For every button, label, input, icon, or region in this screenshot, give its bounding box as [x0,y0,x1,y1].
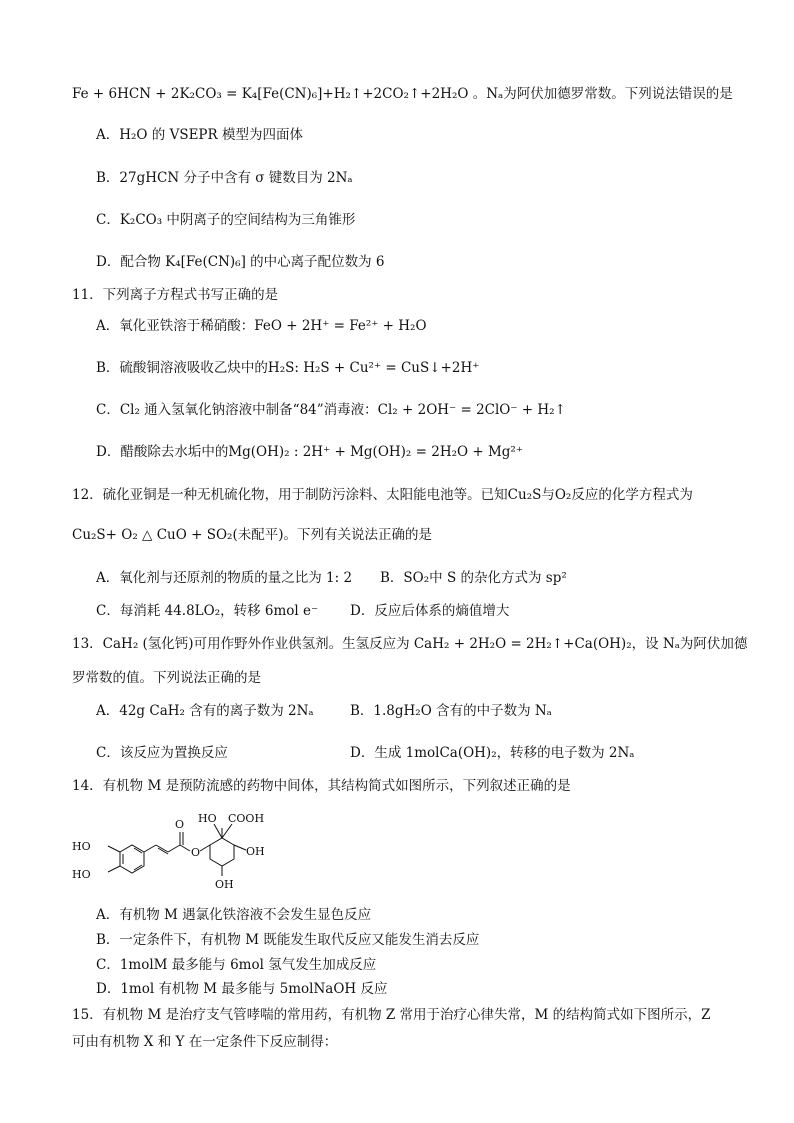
q13-stem-line2: 罗常数的值。下列说法正确的是 [72,670,261,686]
q12-option-d: D．反应后体系的熵值增大 [350,603,510,619]
label-ho-ring-1: HO [72,840,91,853]
q14-option-c: C．1molM 最多能与 6mol 氢气发生加成反应 [96,957,377,973]
q13-option-d: D．生成 1molCa(OH)₂，转移的电子数为 2Nₐ [350,745,635,761]
q14-option-a: A．有机物 M 遇氯化铁溶液不会发生显色反应 [96,907,372,923]
q13-option-b: B．1.8gH₂O 含有的中子数为 Nₐ [350,703,552,719]
q13-stem-line1: 13．CaH₂ (氢化钙)可用作野外作业供氢剂。生氢反应为 CaH₂ + 2H₂O = 2H₂↑+Ca(OH)₂，设 Nₐ为阿伏加德 [72,636,748,652]
label-oh-right: OH [246,845,265,858]
q14-stem: 14．有机物 M 是预防流感的药物中间体，其结构简式如图所示，下列叙述正确的是 [72,778,571,794]
q11-option-d: D．醋酸除去水垢中的Mg(OH)₂ : 2H⁺ + Mg(OH)₂ = 2H₂O + Mg²⁺ [96,444,523,460]
q10-option-a: A．H₂O 的 VSEPR 模型为四面体 [96,127,303,143]
q10-option-d: D．配合物 K₄[Fe(CN)₆] 的中心离子配位数为 6 [96,254,385,270]
q10-option-c: C．K₂CO₃ 中阴离子的空间结构为三角锥形 [96,212,356,228]
q12-option-c: C．每消耗 44.8LO₂，转移 6mol e⁻ [96,603,319,619]
q13-option-c: C．该反应为置换反应 [96,745,228,761]
label-o-ester: O [191,846,201,859]
label-cooh: COOH [228,812,265,825]
q11-stem: 11．下列离子方程式书写正确的是 [72,287,279,303]
q12-option-b: B．SO₂中 S 的杂化方式为 sp² [380,570,567,586]
q12-stem-line1: 12．硫化亚铜是一种无机硫化物，用于制防污涂料、太阳能电池等。已知Cu₂S与O₂反应的化学方程式为 [72,487,693,503]
label-o-carbonyl: O [175,818,185,831]
q15-stem-line2: 可由有机物 X 和 Y 在一定条件下反应制得： [72,1034,338,1050]
q15-stem-line1: 15．有机物 M 是治疗支气管哮喘的常用药，有机物 Z 常用于治疗心律失常，M 的结构简式如下图所示，Z [72,1007,711,1023]
q12-option-a: A．氧化剂与还原剂的物质的量之比为 1: 2 [96,570,353,586]
label-ho-top: HO [198,812,217,825]
q13-option-a: A．42g CaH₂ 含有的离子数为 2Nₐ [96,703,314,719]
q11-option-a: A．氧化亚铁溶于稀硝酸：FeO + 2H⁺ = Fe²⁺ + H₂O [96,318,427,334]
q14-option-b: B．一定条件下，有机物 M 既能发生取代反应又能发生消去反应 [96,932,480,948]
molecule-m-svg [70,802,290,902]
molecule-m-structure [70,802,290,906]
q12-stem-line2: Cu₂S+ O₂ △ CuO + SO₂(未配平)。下列有关说法正确的是 [72,527,432,543]
label-ho-ring-2: HO [72,868,91,881]
q11-option-b: B．硫酸铜溶液吸收乙炔中的H₂S: H₂S + Cu²⁺ = CuS↓+2H⁺ [96,360,480,376]
label-oh-bottom: OH [215,878,234,891]
q10-option-b: B．27gHCN 分子中含有 σ 键数目为 2Nₐ [96,170,353,186]
q10-stem: Fe + 6HCN + 2K₂CO₃ = K₄[Fe(CN)₆]+H₂↑+2CO₂↑+2H₂O 。Nₐ为阿伏加德罗常数。下列说法错误的是 [72,86,733,102]
q14-option-d: D．1mol 有机物 M 最多能与 5molNaOH 反应 [96,981,388,997]
q11-option-c: C．Cl₂ 通入氢氧化钠溶液中制备“84”消毒液：Cl₂ + 2OH⁻ = 2ClO⁻ + H₂↑ [96,402,566,418]
